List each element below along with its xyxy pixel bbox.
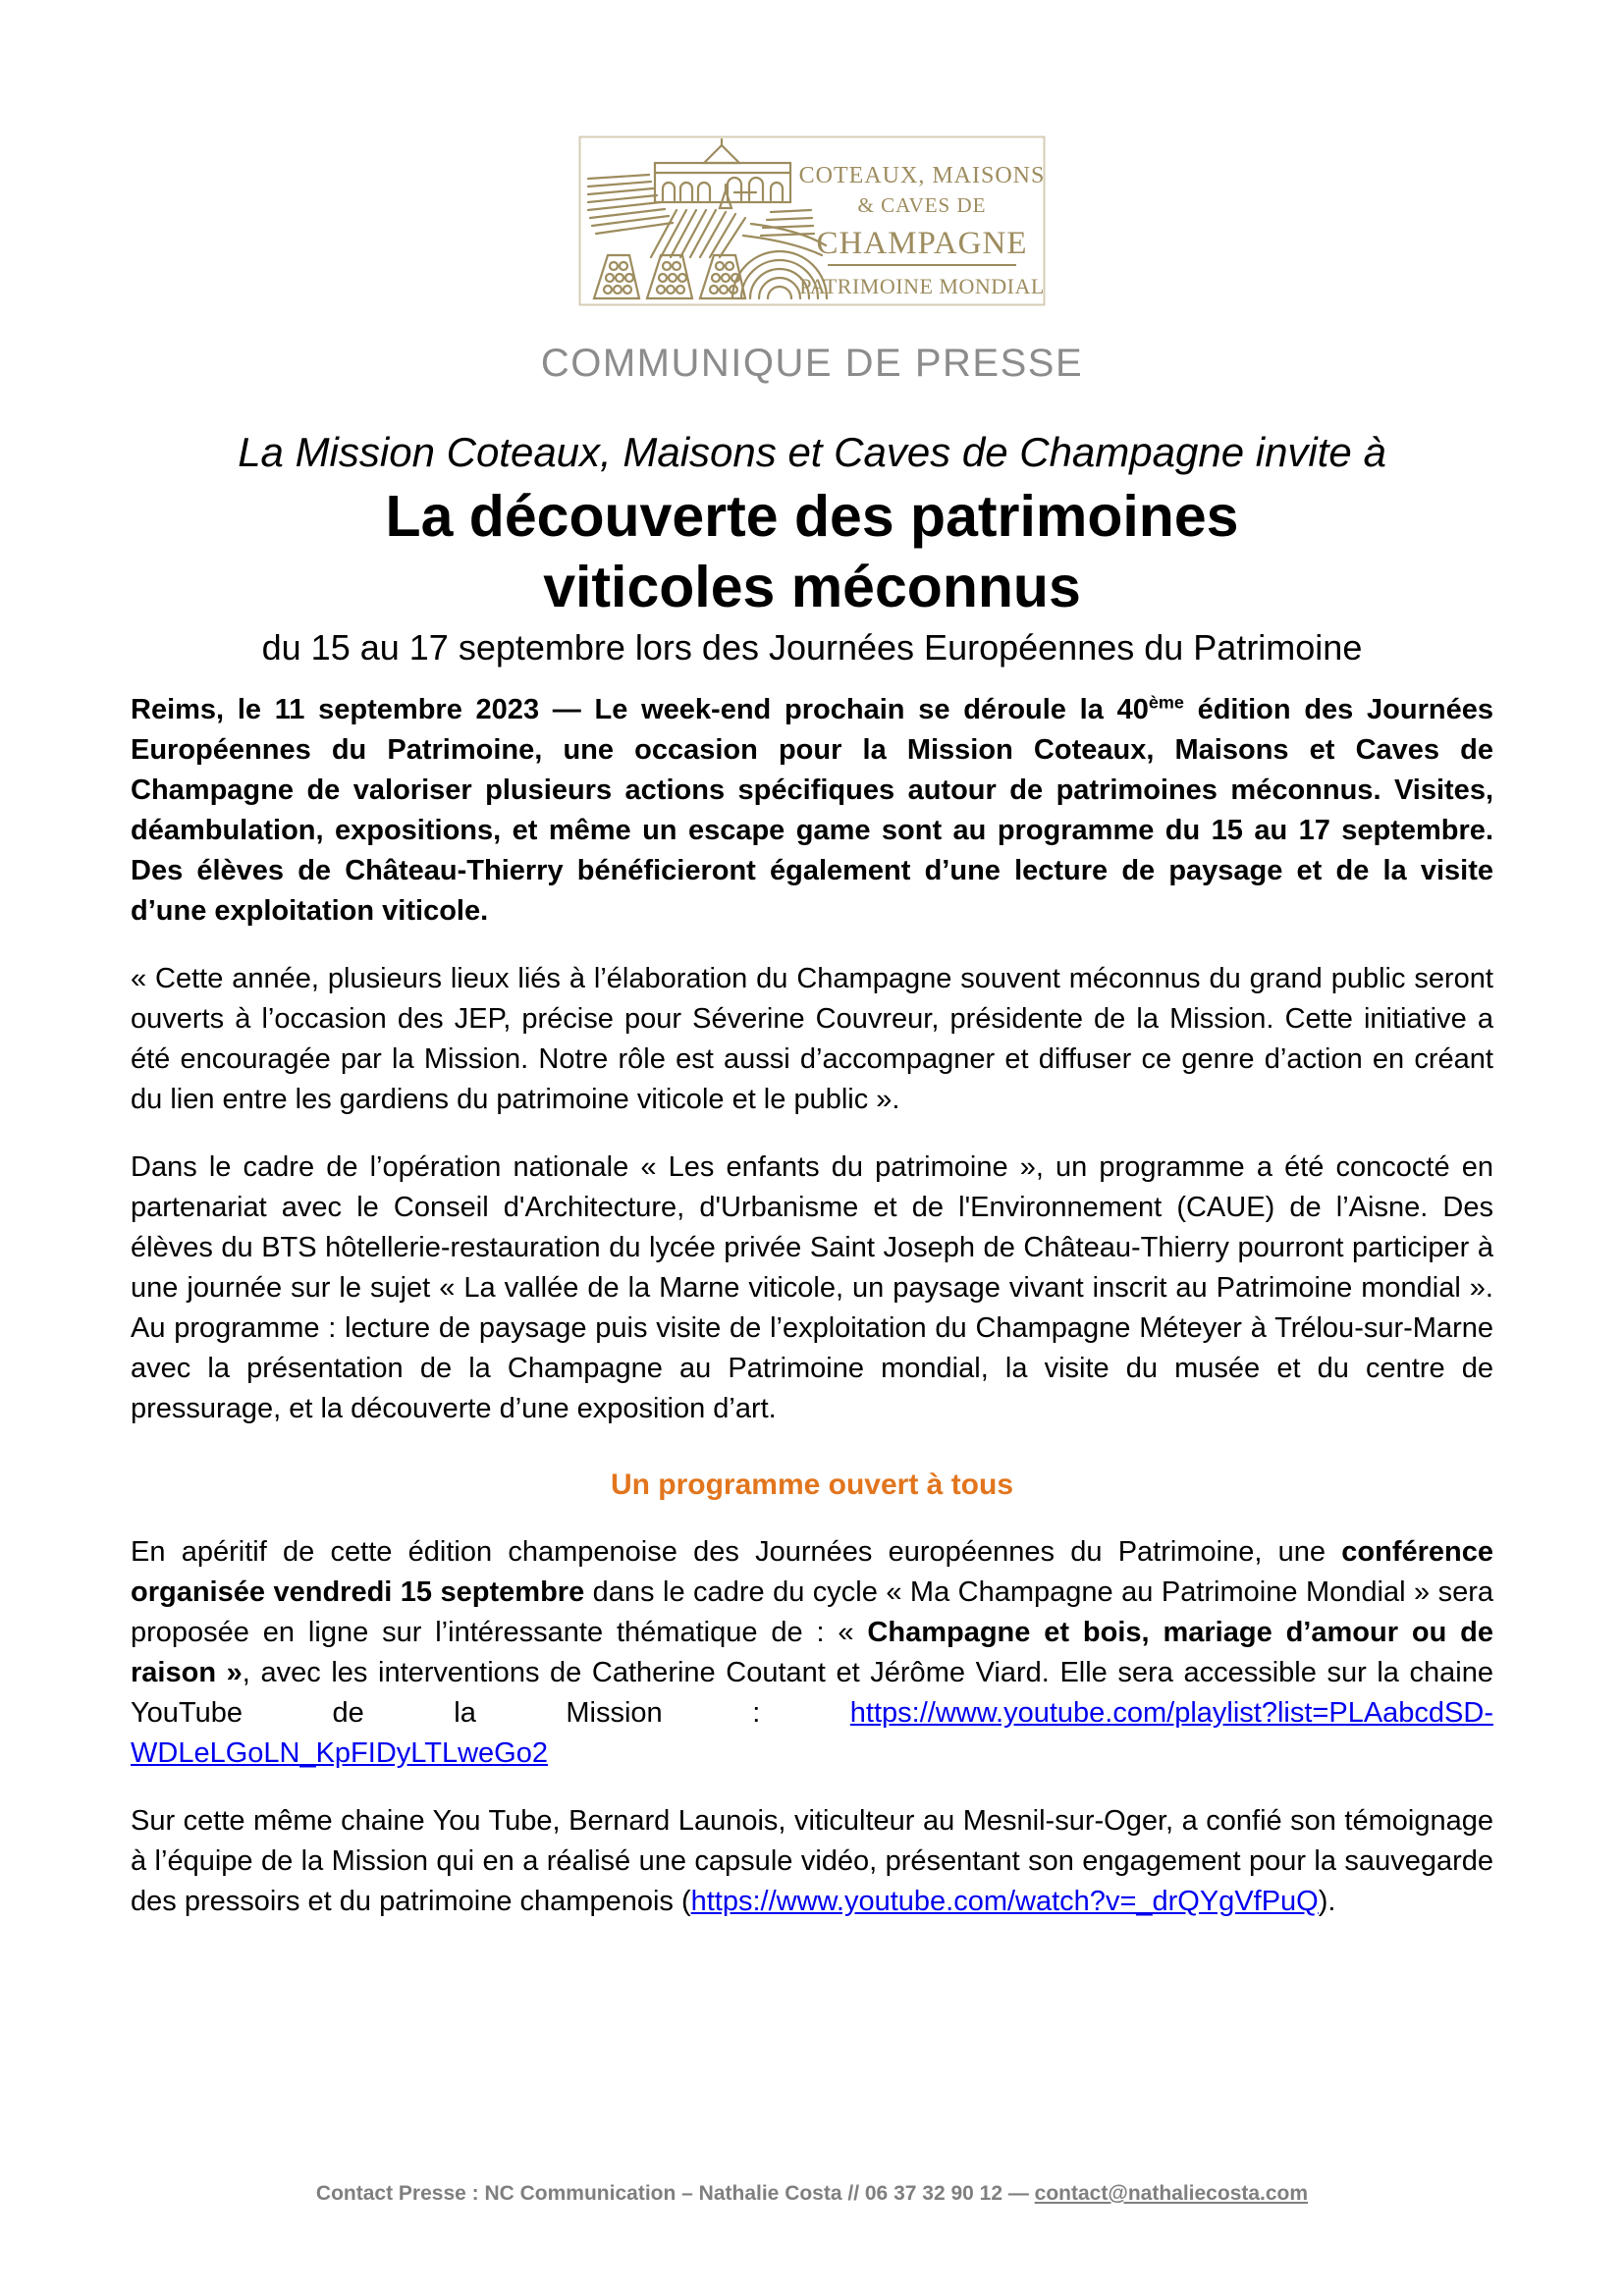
press-release-kicker: COMMUNIQUE DE PRESSE [540,342,1084,385]
main-title [131,482,1493,623]
main-title-line1: La découverte des patrimoines [385,484,1239,549]
logo-text-line2: & CAVES DE [857,193,987,217]
text-segment: Reims, le 11 septembre 2023 — Le week-end prochain se déroule la 40 [131,693,1149,725]
subtitle: du 15 au 17 septembre lors des Journées Européennes du Patrimoine [261,626,1363,667]
intro-line: La Mission Coteaux, Maisons et Caves de Champagne invite à [238,429,1386,475]
hyperlink[interactable]: https://www.youtube.com/watch?v=_drQYgVfPuQ [690,1885,1319,1917]
text-segment: dans le cadre du cycle « Ma Champagne au Patrimoine Mondial » sera proposée en ligne sur l’intéressante thématique de : « [131,1575,1493,1648]
section-heading: Un programme ouvert à tous [610,1468,1014,1501]
text-segment: édition des Journées Européennes du Patrimoine, une occasion pour la Mission Coteaux, Maisons et Caves de Champagne de valoriser plusieurs actions spécifiques autour de patrimoines méconnus. Visites, déambulation, expositions, et même un escape game sont au programme du 15 au 17 septembre. Des élèves de Château-Thierry bénéficieront également d’une lecture de paysage et de la visite d’une exploitation viticole. [131,693,1493,927]
paragraph-lead [131,690,1493,932]
champagne-logo-image [578,135,1046,306]
paragraph-conference [131,1532,1493,1774]
logo-text-line4: PATRIMOINE MONDIAL [799,274,1045,298]
document-header [131,0,1493,668]
text-segment: En apéritif de cette édition champenoise des Journées européennes du Patrimoine, une [131,1535,1342,1568]
text-segment: Champagne et bois, mariage d’amour ou de raison » [131,1616,1493,1688]
paragraph-quote [131,959,1493,1120]
champagne-mission-logo [578,135,1046,306]
text-segment: ). [1318,1885,1336,1917]
logo-text-line3: CHAMPAGNE [816,226,1028,261]
document-body [131,690,1493,1922]
logo-wordmark [799,163,1046,298]
footer-contact [131,2182,1493,2296]
hyperlink[interactable]: https://www.youtube.com/playlist?list=PLAabcdSD-WDLeLGoLN_KpFIDyLTLweGo2 [131,1696,1493,1769]
text-segment: Sur cette même chaine You Tube, Bernard Launois, viticulteur au Mesnil-sur-Oger, a confié son témoignage à l’équipe de la Mission qui en a réalisé une capsule vidéo, présentant son engagement pour la sauvegarde des pressoirs et du patrimoine champenois ( [131,1804,1493,1917]
text-segment: « Cette année, plusieurs lieux liés à l’élaboration du Champagne souvent méconnus du grand public seront ouverts à l’occasion des JEP, précise pour Séverine Couvreur, présidente de la Mission. Cette initiative a été encouragée par la Mission. Notre rôle est aussi d’accompagner et diffuser ce genre d’action en créant du lien entre les gardiens du patrimoine viticole et le public ». [131,962,1493,1115]
text-segment: conférence organisée vendredi 15 septembre [131,1535,1493,1608]
hyperlink[interactable]: contact@nathaliecosta.com [1034,2182,1309,2205]
text-segment: Contact Presse : NC Communication – Nathalie Costa // 06 37 32 90 12 — [315,2182,1035,2205]
logo-text-line1: COTEAUX, MAISONS [798,163,1046,188]
main-title-line2: viticoles méconnus [543,554,1081,619]
text-segment: , avec les interventions de Catherine Coutant et Jérôme Viard. Elle sera accessible sur la chaine YouTube de la Mission : [131,1656,1494,1729]
footer-contact-line [131,2182,1493,2206]
text-segment: ème [1148,692,1184,713]
paragraph-temoignage [131,1801,1493,1922]
text-segment: Dans le cadre de l’opération nationale « Les enfants du patrimoine », un programme a été concocté en partenariat avec le Conseil d'Architecture, d'Urbanisme et de l'Environnement (CAUE) de l’Aisne. Des élèves du BTS hôtellerie-restauration du lycée privée Saint Joseph de Château-Thierry pourront participer à une journée sur le sujet « La vallée de la Marne viticole, un paysage vivant inscrit au Patrimoine mondial ». Au programme : lecture de paysage puis visite de l’exploitation du Champagne Méteyer à Trélou-sur-Marne avec la présentation de la Champagne au Patrimoine mondial, la visite du musée et du centre de pressurage, et la découverte d’une exposition d’art. [131,1150,1493,1424]
paragraph-enfants-du-patrimoine [131,1148,1493,1429]
